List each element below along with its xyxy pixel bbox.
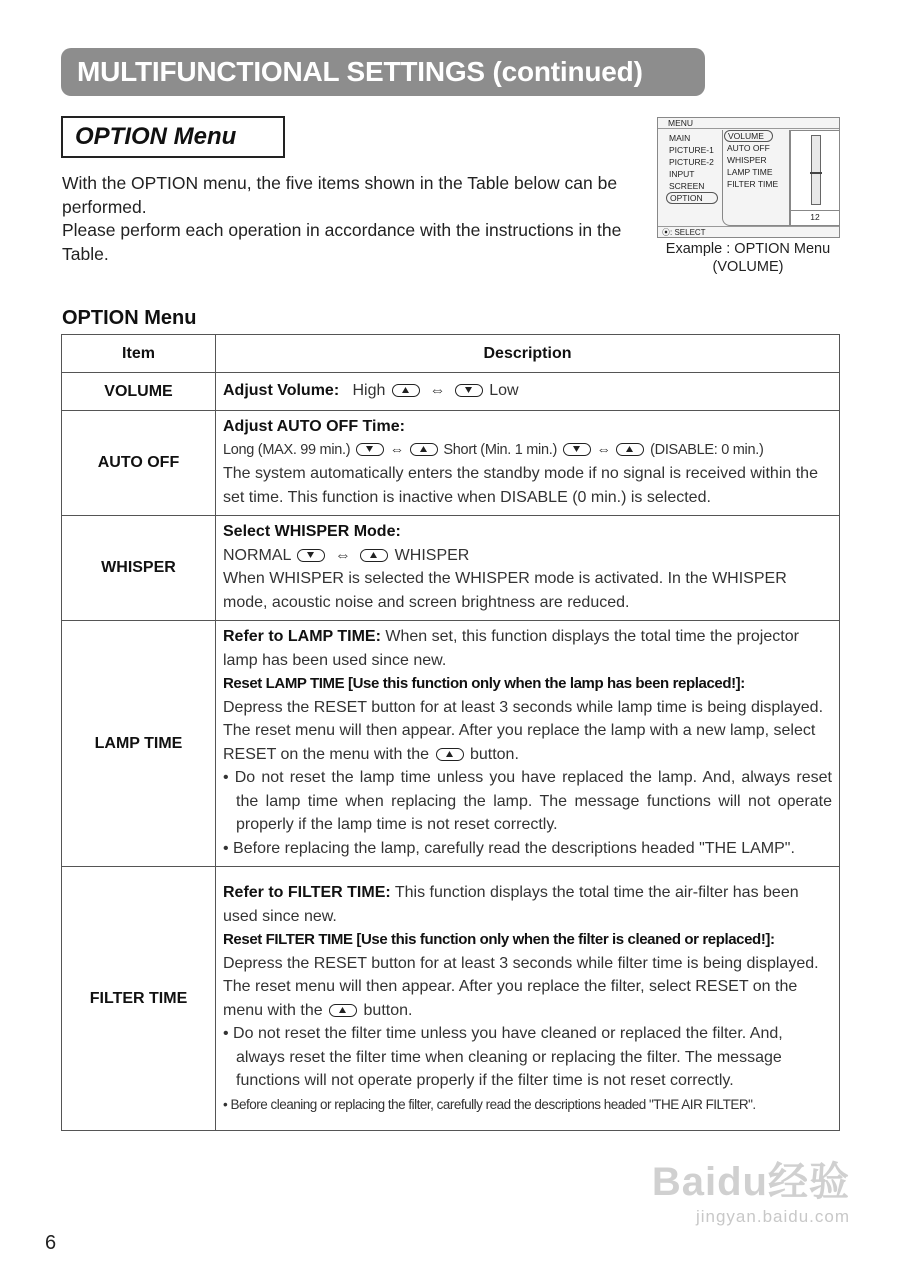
option-menu-table <box>61 334 840 1131</box>
osd-volume-value: 12 <box>791 210 839 223</box>
table-row-volume <box>62 373 840 411</box>
down-button-icon <box>563 443 591 456</box>
auto-off-long: Long (MAX. 99 min.) <box>223 441 351 458</box>
osd-left-item: INPUT <box>669 169 695 179</box>
filter-bullet-2-text: Before cleaning or replacing the filter, carefully read the descriptions headed "THE AIR FILTER". <box>230 1096 756 1112</box>
item-volume: VOLUME <box>62 373 216 411</box>
auto-off-text: The system automatically enters the standby mode if no signal is received within the set time. This function is inactive when DISABLE (0 min.) is selected. <box>223 465 818 506</box>
osd-footer-text: : SELECT <box>670 228 706 237</box>
osd-left-item: PICTURE-2 <box>669 157 714 167</box>
table-header-row <box>62 335 840 373</box>
intro-line-2: Please perform each operation in accordance with the instructions in the Table. <box>62 220 622 264</box>
filter-bullet-1: • Do not reset the filter time unless you have cleaned or replaced the filter. And, always reset the filter time when cleaning or replacing the filter. The message functions will not operate properly if the filter time is not reset correctly. <box>223 1025 783 1089</box>
lamp-ref-label: Refer to LAMP TIME: <box>223 628 381 645</box>
col-item-header: Item <box>62 335 216 373</box>
osd-left-item: SCREEN <box>669 181 705 191</box>
caption-line-1: Example : OPTION Menu <box>665 241 831 257</box>
filter-bullet-1-text: Do not reset the filter time unless you have cleaned or replaced the filter. And, always reset the filter time when cleaning or replacing the filter. The message functions will not operate properly if the filter time is not reset correctly. <box>233 1025 783 1089</box>
intro-text <box>62 172 642 266</box>
lamp-bullet-1-text: Do not reset the lamp time unless you have replaced the lamp. And, always reset the lamp time when replacing the lamp. The message functions will not operate properly if the lamp time is not reset correctly. <box>234 769 832 833</box>
item-whisper: WHISPER <box>62 516 216 621</box>
page-banner-title: MULTIFUNCTIONAL SETTINGS (continued) <box>61 48 705 96</box>
desc-volume <box>216 373 840 411</box>
double-arrow-icon: ⇔ <box>596 441 611 458</box>
osd-volume-marker <box>810 172 822 174</box>
osd-mid-item: WHISPER <box>727 155 767 165</box>
osd-header: MENU <box>658 118 839 129</box>
whisper-normal: NORMAL <box>223 546 291 564</box>
whisper-text: When WHISPER is selected the WHISPER mode is activated. In the WHISPER mode, acoustic noise and screen brightness are reduced. <box>223 570 787 611</box>
watermark-logo: Baidu经验 <box>651 1160 850 1204</box>
desc-whisper <box>216 516 840 621</box>
table-row-whisper <box>62 516 840 621</box>
desc-lamp-time <box>216 621 840 867</box>
auto-off-label: Adjust AUTO OFF Time: <box>223 418 405 435</box>
double-arrow-icon: ⇔ <box>389 441 404 458</box>
down-button-icon <box>455 384 483 397</box>
osd-example-menu <box>657 117 840 238</box>
filter-reset-text-2: button. <box>363 1001 413 1019</box>
lamp-ref <box>223 625 832 672</box>
whisper-modes <box>223 544 832 568</box>
table-row-filter-time <box>62 867 840 1131</box>
lamp-reset-text-1: Depress the RESET button for at least 3 seconds while lamp time is being displayed. The reset menu will then appear. After you replace the lamp with a new lamp, select RESET on the menu with the <box>223 698 824 763</box>
osd-caption <box>652 240 844 276</box>
osd-left-item: PICTURE-1 <box>669 145 714 155</box>
lamp-bullet-2-text: Before replacing the lamp, carefully read the descriptions headed "THE LAMP". <box>233 839 795 857</box>
whisper-label: Select WHISPER Mode: <box>223 523 401 540</box>
down-button-icon <box>356 443 384 456</box>
filter-reset-text <box>223 952 832 1023</box>
osd-left-selected: OPTION <box>666 192 718 204</box>
volume-label: Adjust Volume: <box>223 381 340 399</box>
col-desc-header: Description <box>216 335 840 373</box>
filter-bullet-2: • Before cleaning or replacing the filter, carefully read the descriptions headed "THE AIR FILTER". <box>223 1096 756 1112</box>
osd-volume-bar <box>811 135 821 205</box>
item-lamp-time: LAMP TIME <box>62 621 216 867</box>
volume-high: High <box>352 381 386 399</box>
auto-off-range <box>223 439 832 463</box>
filter-ref <box>223 881 832 928</box>
double-arrow-icon: ⇔ <box>429 381 446 399</box>
item-filter-time: FILTER TIME <box>62 867 216 1131</box>
desc-auto-off <box>216 411 840 516</box>
up-button-icon <box>410 443 438 456</box>
page-number: 6 <box>45 1232 57 1254</box>
table-section-title: OPTION Menu <box>62 307 197 329</box>
osd-mid-item: AUTO OFF <box>727 143 770 153</box>
osd-volume-panel <box>790 130 840 226</box>
volume-low: Low <box>489 381 519 399</box>
item-auto-off: AUTO OFF <box>62 411 216 516</box>
osd-mid-item: FILTER TIME <box>727 179 779 189</box>
table-row-lamp-time <box>62 621 840 867</box>
lamp-reset-label: Reset LAMP TIME [Use this function only when the lamp has been replaced!]: <box>223 675 745 692</box>
up-button-icon <box>616 443 644 456</box>
lamp-bullet-1: • Do not reset the lamp time unless you have replaced the lamp. And, always reset the lamp time when replacing the lamp. The message functions will not operate properly if the lamp time is not reset correctly. <box>223 769 832 833</box>
osd-left-item: MAIN <box>669 133 691 143</box>
lamp-ref-text: When set, this function displays the total time the projector lamp has been used since new. <box>223 628 799 669</box>
osd-mid-item: LAMP TIME <box>727 167 773 177</box>
filter-ref-text: This function displays the total time the air-filter has been used since new. <box>223 884 799 925</box>
double-arrow-icon: ⇔ <box>334 546 351 564</box>
up-button-icon <box>329 1004 357 1017</box>
auto-off-disable: (DISABLE: 0 min.) <box>650 441 764 458</box>
down-button-icon <box>297 549 325 562</box>
lamp-reset-text-2: button. <box>469 745 519 763</box>
osd-mid-menu <box>722 130 790 226</box>
up-button-icon <box>436 748 464 761</box>
up-button-icon <box>392 384 420 397</box>
osd-footer <box>658 226 839 237</box>
filter-reset-text-1: Depress the RESET button for at least 3 seconds while filter time is being displayed. The reset menu will then appear. After you replace the filter, select RESET on the menu with the <box>223 954 819 1019</box>
desc-filter-time <box>216 867 840 1131</box>
table-row-auto-off <box>62 411 840 516</box>
osd-left-menu <box>669 132 718 204</box>
lamp-reset-text <box>223 696 832 767</box>
intro-line-1: With the OPTION menu, the five items shown in the Table below can be performed. <box>62 173 618 217</box>
select-icon: ⦿ <box>662 228 670 237</box>
lamp-bullet-2: • Before replacing the lamp, carefully read the descriptions headed "THE LAMP". <box>223 839 795 857</box>
caption-line-2: (VOLUME) <box>712 259 784 275</box>
auto-off-short: Short (Min. 1 min.) <box>443 441 557 458</box>
filter-ref-label: Refer to FILTER TIME: <box>223 884 391 901</box>
up-button-icon <box>360 549 388 562</box>
filter-reset-label: Reset FILTER TIME [Use this function only when the filter is cleaned or replaced!]: <box>223 931 775 948</box>
whisper-whisper: WHISPER <box>394 546 470 564</box>
osd-mid-selected: VOLUME <box>724 130 773 142</box>
baidu-watermark <box>640 1150 850 1245</box>
option-menu-heading: OPTION Menu <box>61 116 285 158</box>
watermark-url: jingyan.baidu.com <box>695 1207 850 1226</box>
